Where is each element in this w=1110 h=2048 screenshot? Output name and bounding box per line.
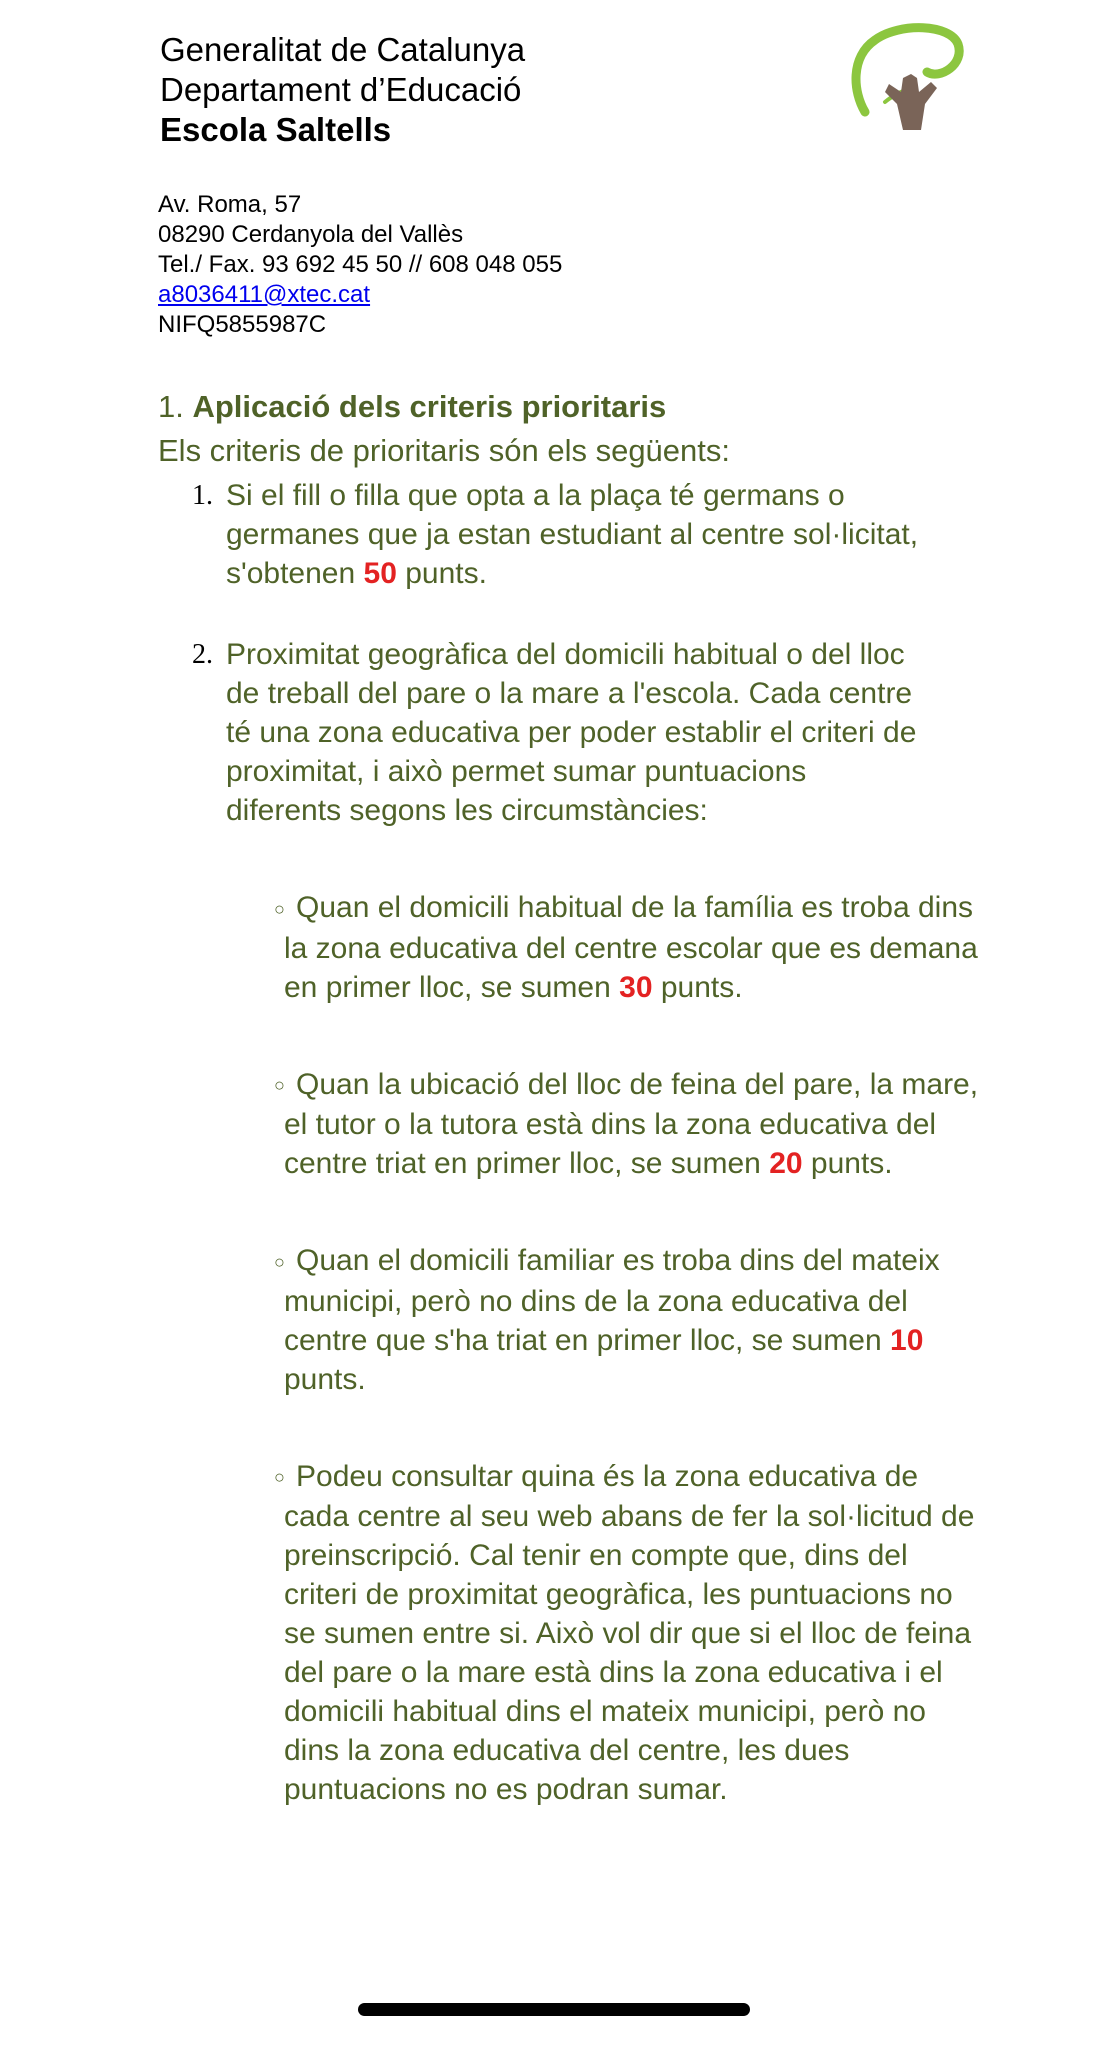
- subitem-consult-note: [274, 1457, 984, 1810]
- school-address-block: [158, 190, 562, 340]
- address-city: 08290 Cerdanyola del Vallès: [158, 221, 464, 248]
- address-street: Av. Roma, 57: [158, 191, 302, 218]
- hollow-circle-bullet-icon: ○: [274, 1251, 285, 1272]
- department-name: Departament d’Educació: [160, 71, 522, 108]
- criterion-proximity: [158, 635, 926, 830]
- points-value: 10: [890, 1323, 924, 1357]
- address-nif: NIFQ5855987C: [158, 311, 327, 338]
- school-name: Escola Saltells: [160, 111, 392, 148]
- school-tree-logo-icon: [845, 12, 970, 137]
- criterion-text: Si el fill o filla que opta a la plaça té germans o germanes que ja estan estudiant al centre sol·licitat, s'obtenen: [226, 479, 919, 590]
- address-phone: Tel./ Fax. 93 692 45 50 // 608 048 055: [158, 251, 563, 278]
- subitem-text: Quan el domicili habitual de la família es troba dins la zona educativa del centre escolar que es demana en primer lloc, se sumen: [284, 891, 978, 1004]
- section-title: Aplicació dels criteris prioritaris: [192, 389, 667, 424]
- home-indicator[interactable]: [358, 2003, 750, 2016]
- document-body: [158, 386, 1058, 1809]
- list-marker: 1.: [192, 480, 213, 511]
- email-link[interactable]: a8036411@xtec.cat: [158, 281, 371, 308]
- subitem-text-end: punts.: [802, 1147, 893, 1181]
- points-value: 20: [769, 1147, 803, 1181]
- criterion-siblings: [158, 476, 926, 593]
- criterion-text-end: punts.: [396, 557, 487, 590]
- criterion-text: Proximitat geogràfica del domicili habitual o del lloc de treball del pare o la mare a l'escola. Cada centre té una zona educativa per poder establir el criteri de proximitat, i això permet sumar puntuacions diferents segons les circumstàncies:: [226, 638, 917, 827]
- subitem-text: Podeu consultar quina és la zona educativa de cada centre al seu web abans de fer la sol·licitud de preinscripció. Cal tenir en compte que, dins del criteri de proximitat geogràfica, les puntuacions no se sumen entre si. Això vol dir que si el lloc de feina del pare o la mare està dins la zona educativa i el domicili habitual dins el mateix municipi, però no dins la zona educativa del centre, les dues puntuacions no es podran sumar.: [284, 1459, 975, 1807]
- list-marker: 2.: [192, 639, 213, 670]
- points-value: 30: [619, 970, 653, 1004]
- subitem-text-end: punts.: [652, 970, 743, 1004]
- subitem-text-end: punts.: [284, 1362, 366, 1396]
- government-name: Generalitat de Catalunya: [160, 31, 526, 68]
- subitem-home-zone: [274, 888, 984, 1007]
- points-value: 50: [363, 557, 397, 590]
- subitem-text: Quan el domicili familiar es troba dins del mateix municipi, però no dins de la zona educativa del centre que s'ha triat en primer lloc, se sumen: [284, 1244, 940, 1357]
- hollow-circle-bullet-icon: ○: [274, 1075, 285, 1096]
- section-intro: Els criteris de prioritaris són els següents:: [158, 433, 731, 468]
- hollow-circle-bullet-icon: ○: [274, 898, 285, 919]
- letterhead: [160, 30, 525, 150]
- section-heading: [158, 386, 1058, 428]
- section-number: 1.: [158, 389, 184, 424]
- hollow-circle-bullet-icon: ○: [274, 1467, 285, 1488]
- subitem-text: Quan la ubicació del lloc de feina del pare, la mare, el tutor o la tutora està dins la zona educativa del centre triat en primer lloc, se sumen: [284, 1067, 979, 1181]
- subitem-work-zone: [274, 1065, 984, 1184]
- subitem-municipality: [274, 1241, 984, 1399]
